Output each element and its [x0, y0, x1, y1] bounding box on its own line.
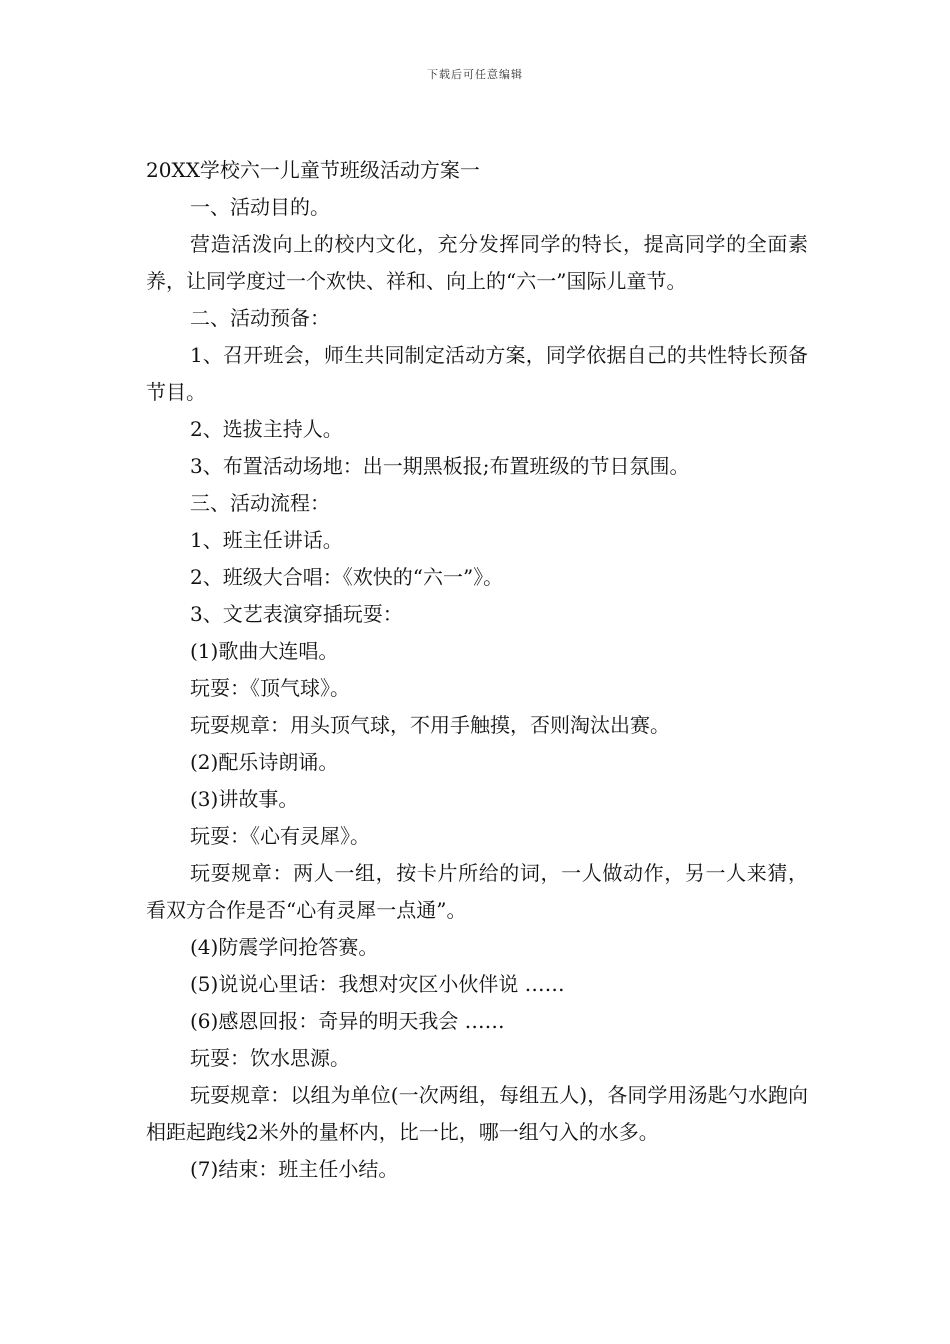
game-balloon: 玩耍：《顶气球》。 — [190, 676, 350, 700]
document-body — [146, 152, 808, 1188]
list-item-preparation-2: 2、选拔主持人。 — [190, 417, 343, 441]
game-water-rules: 玩耍规章：以组为单位(一次两组，每组五人)，各同学用汤匙勺水跑向相距起跑线2米外的量杯内，比一比，哪一组勺入的水多。 — [146, 1083, 808, 1144]
sub-item-1: (1)歌曲大连唱。 — [190, 639, 339, 663]
list-item-preparation-1: 1、召开班会，师生共同制定活动方案，同学依据自己的共性特长预备节目。 — [146, 343, 808, 404]
game-telepathy-rules: 玩耍规章：两人一组，按卡片所给的词，一人做动作，另一人来猜，看双方合作是否“心有灵犀一点通”。 — [146, 861, 808, 922]
sub-item-6: (6)感恩回报：奇异的明天我会 …… — [190, 1009, 505, 1033]
game-water: 玩耍：饮水思源。 — [190, 1046, 350, 1070]
game-balloon-rules: 玩耍规章：用头顶气球，不用手触摸，否则淘汰出赛。 — [190, 713, 670, 737]
page-header-note: 下载后可任意编辑 — [427, 68, 523, 81]
section-heading-process: 三、活动流程： — [190, 491, 330, 515]
paragraph-purpose: 营造活泼向上的校内文化，充分发挥同学的特长，提高同学的全面素养，让同学度过一个欢快、祥和、向上的“六一”国际儿童节。 — [146, 232, 808, 293]
sub-item-3: (3)讲故事。 — [190, 787, 299, 811]
list-item-process-3: 3、文艺表演穿插玩耍： — [190, 602, 403, 626]
document-title: 20XX学校六一儿童节班级活动方案一 — [146, 158, 480, 182]
section-heading-preparation: 二、活动预备： — [190, 306, 330, 330]
sub-item-5: (5)说说心里话：我想对灾区小伙伴说 …… — [190, 972, 565, 996]
sub-item-4: (4)防震学问抢答赛。 — [190, 935, 379, 959]
game-telepathy: 玩耍：《心有灵犀》。 — [190, 824, 370, 848]
list-item-process-1: 1、班主任讲话。 — [190, 528, 343, 552]
sub-item-7: (7)结束：班主任小结。 — [190, 1157, 399, 1181]
list-item-preparation-3: 3、布置活动场地：出一期黑板报;布置班级的节日氛围。 — [190, 454, 690, 478]
section-heading-purpose: 一、活动目的。 — [190, 195, 330, 219]
sub-item-2: (2)配乐诗朗诵。 — [190, 750, 339, 774]
list-item-process-2: 2、班级大合唱：《欢快的“六一”》。 — [190, 565, 504, 589]
